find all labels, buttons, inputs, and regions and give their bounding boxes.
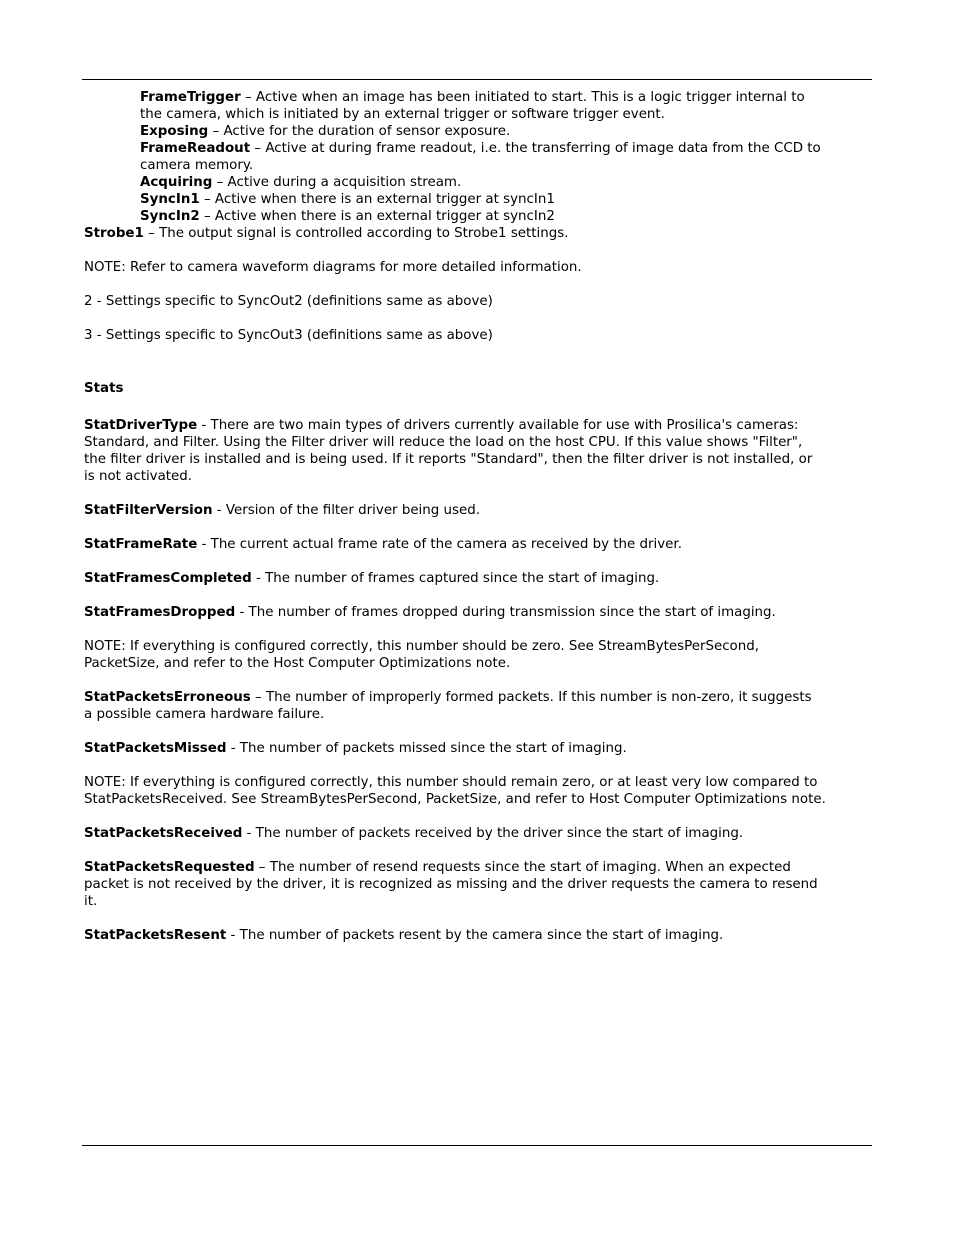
sync-signal-item: FrameReadout – Active at during frame readout, i.e. the transferring of image data from the CCD to camera memory. [140, 140, 874, 174]
waveform-note: NOTE: Refer to camera waveform diagrams for more detailed information. [84, 260, 582, 275]
term: StatFilterVersion [84, 503, 213, 518]
footer-rule [82, 1145, 872, 1146]
stat-item: StatFilterVersion - Version of the filter driver being used. [84, 503, 480, 518]
description: NOTE: If everything is configured correctly, this number should remain zero, or at least very low compared to [84, 775, 818, 790]
sync-signal-item: Exposing – Active for the duration of sensor exposure. [140, 124, 511, 139]
stat-item: StatPacketsResent - The number of packets resent by the camera since the start of imaging. [84, 928, 724, 943]
term: StatPacketsMissed [84, 741, 227, 756]
description: it. [84, 894, 98, 909]
term: StatFrameRate [84, 537, 198, 552]
term: StatFramesDropped [84, 605, 236, 620]
stat-item: StatPacketsReceived - The number of packets received by the driver since the start of imaging. [84, 826, 744, 841]
description: The number of frames dropped during transmission since the start of imaging. [248, 605, 776, 620]
sync-signal-item: SyncIn1 – Active when there is an external trigger at syncIn1 [140, 192, 555, 207]
description: PacketSize, and refer to the Host Computer Optimizations note. [84, 656, 511, 671]
stat-item: StatFramesDropped - The number of frames dropped during transmission since the start of imaging. [84, 605, 776, 620]
description: There are two main types of drivers currently available for use with Prosilica's cameras: [210, 418, 799, 433]
stat-item: StatDriverType - There are two main types of drivers currently available for use with Prosilica's cameras: Standard, and Filter. Using the Filter driver will reduce the load on the host CPU. If this value shows "Filter", the filter driver is installed and is being used. If it reports "Standard", then the filter driver is not installed, or is not activated. [84, 417, 874, 485]
description: The output signal is controlled according to Strobe1 settings. [159, 226, 569, 241]
term: Acquiring [140, 175, 213, 190]
setting-2: 2 - Settings specific to SyncOut2 (definitions same as above) [84, 294, 493, 309]
setting-3: 3 - Settings specific to SyncOut3 (definitions same as above) [84, 328, 493, 343]
description: The number of frames captured since the start of imaging. [265, 571, 660, 586]
description: The number of packets resent by the camera since the start of imaging. [239, 928, 724, 943]
term: StatPacketsRequested [84, 860, 255, 875]
term: StatPacketsResent [84, 928, 227, 943]
term: FrameReadout [140, 141, 251, 156]
description: Active at during frame readout, i.e. the transferring of image data from the CCD to [265, 141, 821, 156]
description: the camera, which is initiated by an external trigger or software trigger event. [140, 107, 665, 122]
term: Strobe1 [84, 226, 144, 241]
description: the filter driver is installed and is being used. If it reports "Standard", then the filter driver is not installed, or [84, 452, 813, 467]
term: StatDriverType [84, 418, 198, 433]
stats-list [84, 417, 874, 944]
description: camera memory. [140, 158, 254, 173]
description: a possible camera hardware failure. [84, 707, 325, 722]
description: The number of resend requests since the start of imaging. When an expected [269, 860, 791, 875]
section-heading: Stats [84, 381, 124, 396]
stat-item: StatFramesCompleted - The number of frames captured since the start of imaging. [84, 571, 660, 586]
sync-signal-list [140, 89, 874, 225]
description: Active during a acquisition stream. [227, 175, 462, 190]
description: Active for the duration of sensor exposure. [223, 124, 511, 139]
description: is not activated. [84, 469, 193, 484]
description: Version of the filter driver being used. [225, 503, 480, 518]
stat-note [84, 638, 874, 672]
description: The current actual frame rate of the camera as received by the driver. [210, 537, 682, 552]
sync-signal-item: Acquiring – Active during a acquisition stream. [140, 175, 462, 190]
description: NOTE: If everything is configured correctly, this number should be zero. See StreamBytesPerSecond, [84, 639, 759, 654]
header-rule [82, 79, 872, 80]
description: Active when there is an external trigger at syncIn1 [214, 192, 555, 207]
term: FrameTrigger [140, 90, 241, 105]
stat-item: StatPacketsErroneous – The number of improperly formed packets. If this number is non-zero, it suggests a possible camera hardware failure. [84, 689, 874, 723]
description: packet is not received by the driver, it is recognized as missing and the driver requests the camera to resend [84, 877, 818, 892]
stat-note [84, 774, 874, 808]
description: The number of improperly formed packets. If this number is non-zero, it suggests [266, 690, 812, 705]
term: SyncIn1 [140, 192, 200, 207]
term: SyncIn2 [140, 209, 200, 224]
sync-signal-item: FrameTrigger – Active when an image has been initiated to start. This is a logic trigger internal to the camera, which is initiated by an external trigger or software trigger event. [140, 89, 874, 123]
description: StatPacketsReceived. See StreamBytesPerSecond, PacketSize, and refer to Host Computer Optimizations note. [84, 792, 826, 807]
sync-signal-item: SyncIn2 – Active when there is an external trigger at syncIn2 [140, 209, 555, 224]
description: Standard, and Filter. Using the Filter driver will reduce the load on the host CPU. If this value shows "Filter", [84, 435, 803, 450]
description: The number of packets received by the driver since the start of imaging. [255, 826, 744, 841]
term: StatPacketsReceived [84, 826, 243, 841]
page-content [84, 89, 874, 944]
term: Exposing [140, 124, 209, 139]
stat-item: StatFrameRate - The current actual frame rate of the camera as received by the driver. [84, 537, 682, 552]
stat-item: StatPacketsRequested – The number of resend requests since the start of imaging. When an expected packet is not received by the driver, it is recognized as missing and the driver requests the camera to resend it. [84, 859, 874, 910]
term: StatFramesCompleted [84, 571, 252, 586]
strobe-item: Strobe1 – The output signal is controlled according to Strobe1 settings. [84, 226, 569, 241]
description: The number of packets missed since the start of imaging. [239, 741, 627, 756]
stat-item: StatPacketsMissed - The number of packets missed since the start of imaging. [84, 741, 627, 756]
description: Active when there is an external trigger at syncIn2 [214, 209, 555, 224]
term: StatPacketsErroneous [84, 690, 251, 705]
description: Active when an image has been initiated to start. This is a logic trigger internal to [255, 90, 805, 105]
